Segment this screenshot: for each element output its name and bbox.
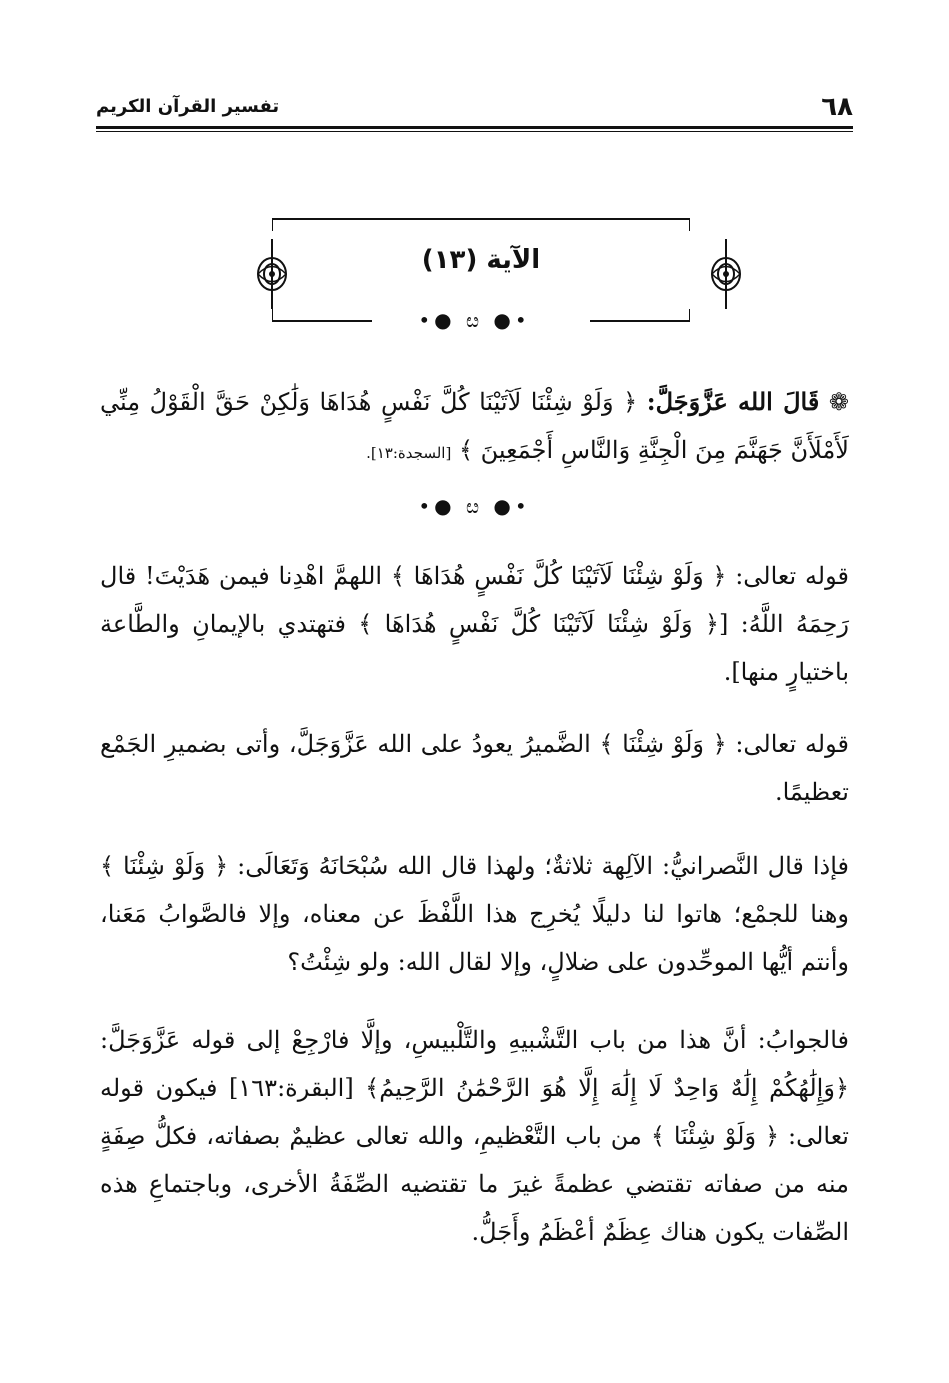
ornament-divider: •● ೞ ●• [418, 308, 531, 332]
page-header [96, 92, 853, 128]
running-title: تفسير القرآن الكريم [96, 96, 280, 117]
header-rule-thin [96, 131, 853, 132]
ornament-divider: •● ೞ ●• [418, 494, 531, 518]
paragraph: قوله تعالى: ﴿ وَلَوْ شِئْنَا ﴾ الضَّميرُ يعودُ على الله عَزَّوَجَلَّ، وأتى بضميرِ الجَمْع تعظيمًا. [100, 730, 849, 806]
flower-icon: ❁ [819, 388, 850, 416]
verse-reference: [السجدة:١٣]. [366, 444, 452, 462]
paragraph: فالجوابُ: أنَّ هذا من باب التَّشْبيهِ والتَّلْبيسِ، وإلَّا فارْجِعْ إلى قوله عَزَّوَجَلَّ: ﴿وَإِلَٰهُكُمْ إِلَٰهٌ وَاحِدٌ لَا إِلَٰهَ إِلَّا هُوَ الرَّحْمَٰنُ الرَّحِيمُ﴾ [البقرة:١٦٣] فيكون قوله تعالى: ﴿ وَلَوْ شِئْنَا ﴾ من باب التَّعْظيمِ، والله تعالى عظيمٌ بصفاته، فكلُّ صِفَةٍ منه من صفاته تقتضي عظمةً غيرَ ما تقتضيه الصِّفَةُ الأخرى، وباجتماعِ هذه الصِّفات يكون هناك عِظَمٌ أعْظَمُ وأَجَلُّ. [100, 1026, 850, 1246]
verse-block [100, 378, 849, 477]
paragraph: فإذا قال النَّصرانيُّ: الآلِهة ثلاثةٌ؛ ولهذا قال الله سُبْحَانَهُ وَتَعَالَى: ﴿ وَلَوْ شِئْنَا ﴾ وهنا للجمْع؛ هاتوا لنا دليلًا يُخرِج هذا اللَّفْظَ عن معناه، وإلا فالصَّوابُ مَعَنا، وأنتم أيُّها الموحِّدون على ضلالٍ، وإلا لقال الله: ولو شِئْتُ؟ [100, 852, 849, 976]
page-number: ٦٨ [821, 92, 853, 122]
verse-heading: الآية (١٣) [421, 245, 541, 275]
header-rule [96, 126, 853, 129]
verse-text: ﴿ وَلَوْ شِئْنَا لَآتَيْنَا كُلَّ نَفْسٍ هُدَاهَا وَلَٰكِنْ حَقَّ الْقَوْلُ مِنِّي لَأَمْلَأَنَّ جَهَنَّمَ مِنَ الْجِنَّةِ وَالنَّاسِ أَجْمَعِينَ ﴾ [100, 388, 849, 464]
verse-intro: قَالَ الله عَزَّوَجَلَّ: [646, 387, 820, 416]
paragraph: قوله تعالى: ﴿ وَلَوْ شِئْنَا لَآتَيْنَا كُلَّ نَفْسٍ هُدَاهَا ﴾ اللهمَّ اهْدِنا فيمن هَدَيْتَ! قال رَحِمَهُ اللَّهُ: [﴿ وَلَوْ شِئْنَا لَآتَيْنَا كُلَّ نَفْسٍ هُدَاهَا ﴾ فتهتدي بالإيمانِ والطَّاعة باختيارٍ منها]. [100, 562, 849, 686]
